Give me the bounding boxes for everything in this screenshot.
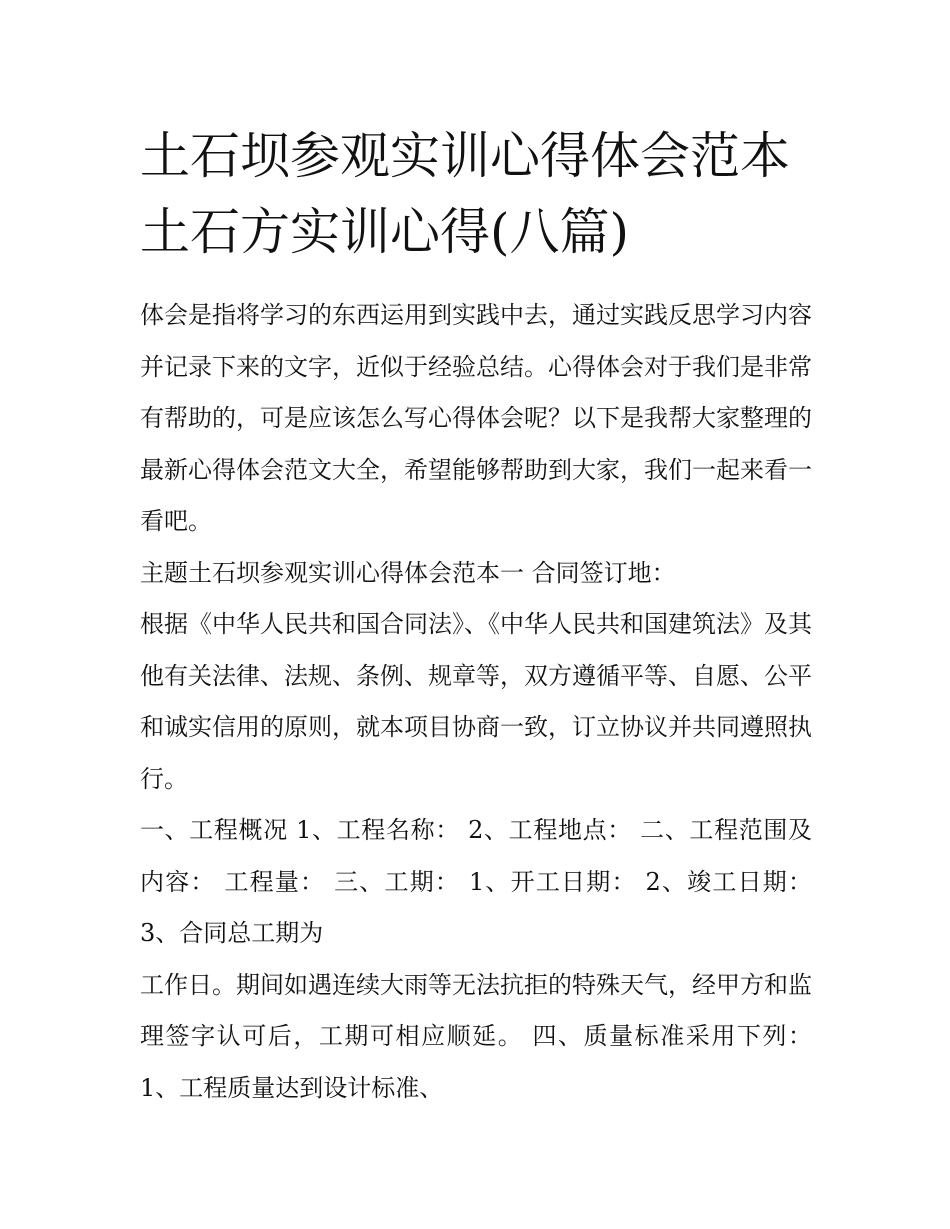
project-overview-paragraph: 一、工程概况 1、工程名称： 2、工程地点： 二、工程范围及内容： 工程量： 三、工期： 1、开工日期： 2、竣工日期： 3、合同总工期为: [140, 816, 812, 947]
title-line-2: 土石方实训心得(八篇): [140, 203, 630, 261]
document-body: [140, 290, 812, 1114]
workday-quality-paragraph: 工作日。期间如遇连续大雨等无法抗拒的特殊天气，经甲方和监理签字认可后，工期可相应顺延。 四、质量标准采用下列： 1、工程质量达到设计标准、: [140, 970, 812, 1102]
contract-location-paragraph: 主题土石坝参观实训心得体会范本一 合同签订地：: [140, 558, 676, 587]
document-title: [140, 118, 840, 270]
title-line-1: 土石坝参观实训心得体会范本: [140, 127, 790, 185]
intro-paragraph: 体会是指将学习的东西运用到实践中去，通过实践反思学习内容并记录下来的文字，近似于经验总结。心得体会对于我们是非常有帮助的，可是应该怎么写心得体会呢？以下是我帮大家整理的最新心得体会范文大全，希望能够帮助到大家，我们一起来看一看吧。: [140, 301, 812, 535]
legal-basis-paragraph: 根据《中华人民共和国合同法》、《中华人民共和国建筑法》及其他有关法律、法规、条例、规章等，双方遵循平等、自愿、公平和诚实信用的原则，就本项目协商一致，订立协议并共同遵照执行。: [140, 610, 812, 793]
